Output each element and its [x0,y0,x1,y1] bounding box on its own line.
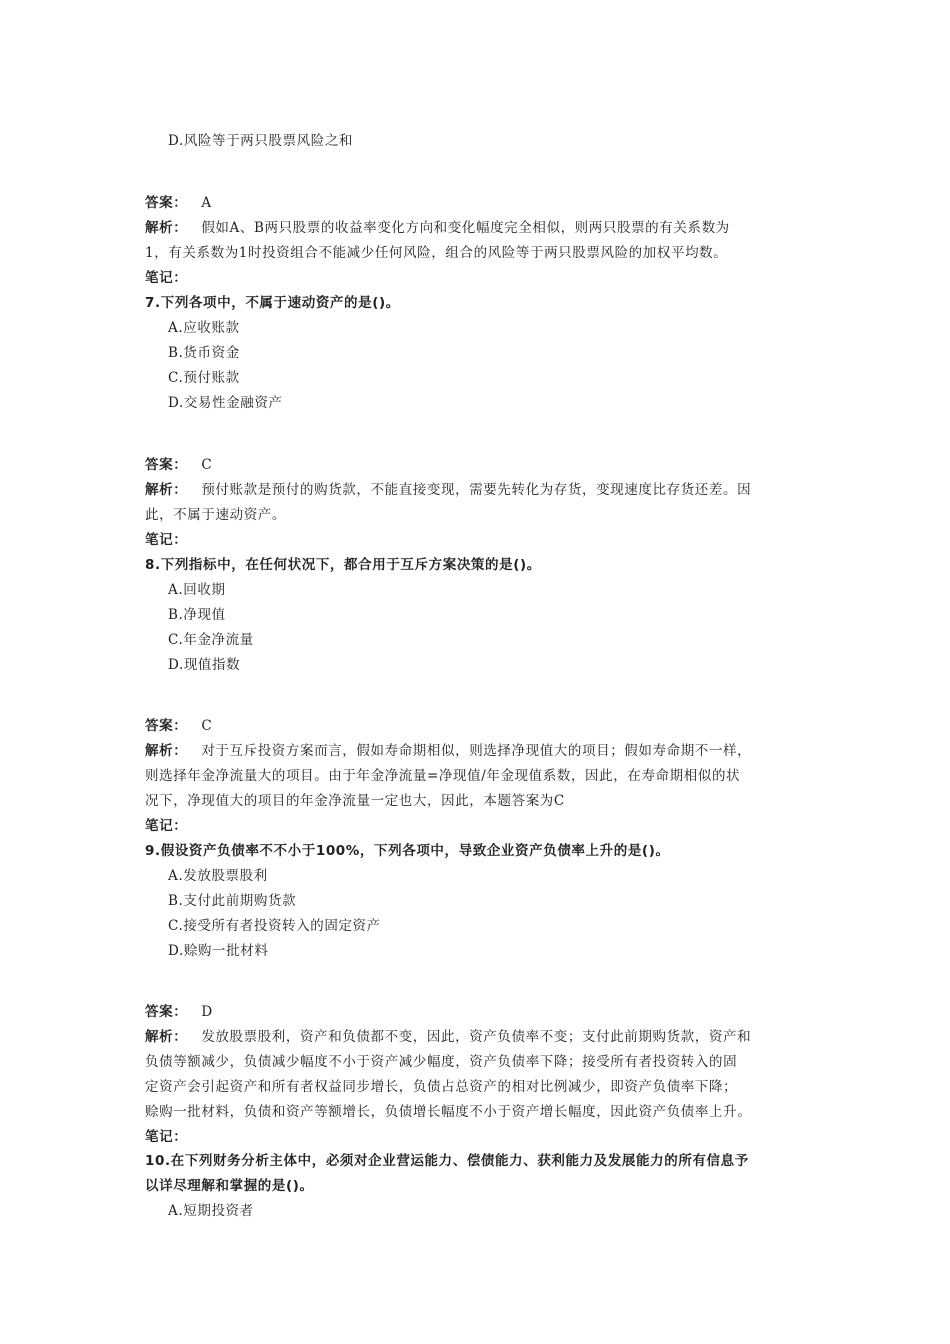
q9-analysis-row [145,1025,751,1045]
q7-option-d: D.交易性金融资产 [168,395,283,411]
answer-value: A [201,195,212,211]
q6-analysis-line-2: 1，有关系数为1时投资组合不能减少任何风险，组合的风险等于两只股票风险的加权平均数。 [145,245,728,261]
q7-analysis-row [145,478,751,498]
q9-question: 9.假设资产负债率不不小于100%，下列各项中，导致企业资产负债率上升的是()。 [145,843,670,859]
q7-answer-row [145,453,212,473]
answer-label: 答案： [145,195,188,211]
analysis-text: 发放股票股利，资产和负债都不变，因此，资产负债率不变；支付此前期购货款，资产和 [201,1029,752,1045]
q8-option-d: D.现值指数 [168,657,241,673]
q7-option-b: B.货币资金 [168,345,240,361]
q9-analysis-line-2: 负债等额减少，负债减少幅度不小于资产减少幅度，资产负债率下降；接受所有者投资转入的固 [145,1054,738,1070]
analysis-label: 解析： [145,482,188,498]
q10-option-a: A.短期投资者 [168,1203,254,1219]
q8-analysis-line-3: 况下，净现值大的项目的年金净流量一定也大，因此，本题答案为C [145,793,565,809]
q7-notes-label: 笔记： [145,532,188,548]
q9-notes-label: 笔记： [145,1129,188,1145]
answer-label: 答案： [145,1004,188,1020]
q9-option-c: C.接受所有者投资转入的固定资产 [168,918,381,934]
analysis-text: 预付账款是预付的购货款，不能直接变现，需要先转化为存货，变现速度比存货还差。因 [201,482,752,498]
answer-value: C [201,718,213,734]
q8-notes-label: 笔记： [145,818,188,834]
analysis-label: 解析： [145,1029,188,1045]
answer-value: D [201,1004,213,1020]
answer-value: C [201,457,213,473]
q9-answer-row [145,1000,213,1020]
q8-option-b: B.净现值 [168,607,226,623]
q6-answer-row [145,191,212,211]
q8-question: 8.下列指标中，在任何状况下，都合用于互斥方案决策的是()。 [145,557,541,573]
q10-question-line-1: 10.在下列财务分析主体中，必须对企业营运能力、偿债能力、获利能力及发展能力的所有信息予 [145,1153,749,1169]
q6-analysis-row [145,216,730,236]
analysis-label: 解析： [145,743,188,759]
q8-analysis-row [145,739,751,759]
q9-analysis-line-4: 赊购一批材料，负债和资产等额增长，负债增长幅度不小于资产增长幅度，因此资产负债率上升。 [145,1104,752,1120]
answer-label: 答案： [145,457,188,473]
q7-analysis-line-2: 此，不属于速动资产。 [145,507,286,523]
analysis-text: 假如A、B两只股票的收益率变化方向和变化幅度完全相似，则两只股票的有关系数为 [201,220,730,236]
q7-question: 7.下列各项中，不属于速动资产的是()。 [145,295,400,311]
q10-question-line-2: 以详尽理解和掌握的是()。 [145,1178,314,1194]
q6-option-d: D.风险等于两只股票风险之和 [168,133,354,149]
q9-option-b: B.支付此前期购货款 [168,893,297,909]
q9-option-a: A.发放股票股利 [168,868,268,884]
q8-analysis-line-2: 则选择年金净流量大的项目。由于年金净流量=净现值/年金现值系数，因此，在寿命期相似的状 [145,768,741,784]
q9-option-d: D.赊购一批材料 [168,943,269,959]
analysis-label: 解析： [145,220,188,236]
q8-answer-row [145,714,212,734]
q9-analysis-line-3: 定资产会引起资产和所有者权益同步增长，负债占总资产的相对比例减少，即资产负债率下降； [145,1079,738,1095]
q7-option-c: C.预付账款 [168,370,240,386]
q6-notes-label: 笔记： [145,270,188,286]
answer-label: 答案： [145,718,188,734]
q7-option-a: A.应收账款 [168,320,240,336]
analysis-text: 对于互斥投资方案而言，假如寿命期相似，则选择净现值大的项目；假如寿命期不一样， [201,743,752,759]
q8-option-c: C.年金净流量 [168,632,254,648]
q8-option-a: A.回收期 [168,582,226,598]
